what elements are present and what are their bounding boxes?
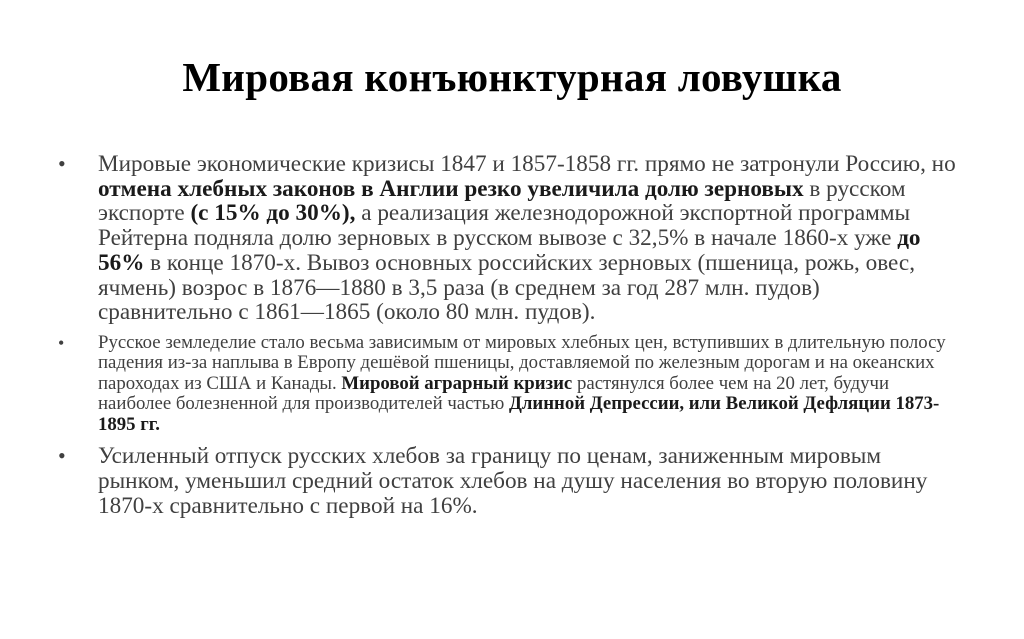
text-segment: Усиленный отпуск русских хлебов за границу по ценам, заниженным мировым рынком, уменьшил средний остаток хлебов на душу населения во вторую половину 1870-х сравнительно с первой на 16%.	[98, 443, 928, 519]
text-segment: Русское земледелие стало весьма зависимым от мировых хлебных цен, вступивших в длительную полосу падения из-за наплыва в Европу дешёвой пшеницы, доставляемой по железным дорогам и на океанских пароходах из США и Канады.	[98, 331, 946, 394]
text-segment: Мировые экономические кризисы 1847 и 1857-1858 гг. прямо не затронули Россию, но	[98, 151, 956, 177]
bold-text-segment: отмена хлебных законов в Англии резко увеличила долю зерновых	[98, 175, 804, 202]
bullet-item	[58, 444, 958, 518]
bullet-list	[58, 152, 958, 519]
bold-text-segment: до 56%	[98, 225, 921, 276]
bullet-icon: •	[58, 332, 65, 353]
bullet-text	[98, 151, 956, 325]
bullet-text	[98, 443, 927, 518]
text-segment: растянулся более чем на 20 лет, будучи наиболее болезненной для производителей частью	[98, 372, 890, 415]
slide-title: Мировая конъюнктурная ловушка	[182, 54, 842, 100]
text-segment: а реализация железнодорожной экспортной программы Рейтерна подняла долю зерновых в русском вывозе с 32,5% в начале 1860-х уже	[98, 200, 911, 252]
bullet-text	[98, 332, 946, 435]
bold-text-segment: Длинной Депрессии, или Великой Дефляции 1873-1895 гг.	[98, 393, 940, 435]
text-segment: в конце 1870-х. Вывоз основных российских зерновых (пшеница, рожь, овес, ячмень) возрос в 1876—1880 в 3,5 раза (в среднем за год 287 млн. пудов) сравнительно с 1861—1865 (около 80 млн. пудов).	[98, 249, 916, 326]
bullet-icon: •	[58, 443, 66, 469]
bold-text-segment: Мировой аграрный кризис	[341, 372, 573, 394]
bullet-icon: •	[58, 151, 66, 176]
bold-text-segment: (с 15% до 30%),	[190, 200, 356, 227]
text-segment: в русском экспорте	[98, 175, 906, 227]
bullet-item	[58, 152, 958, 325]
bullet-item	[58, 333, 958, 436]
